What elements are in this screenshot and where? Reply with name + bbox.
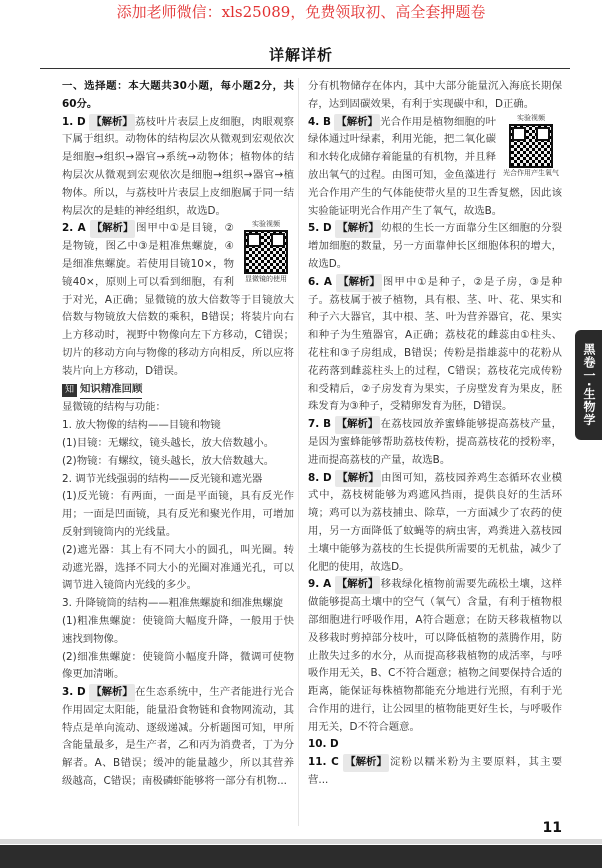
answer-11: 11. C 【解析】 淀粉以糯米粉为主要原料，其主要营... (308, 756, 563, 787)
knowledge-item: (2)细准焦螺旋：使镜筒小幅度升降，微调可使物像更加清晰。 (62, 650, 294, 681)
section-intro: 一、选择题：本大题共30小题，每小题2分，共60分。 (62, 80, 294, 110)
left-column (62, 78, 294, 791)
answer-3-continued: 分有机物储存在体内，其中大部分能量沉入海底长期保存，达到固碳效果，有利于实现碳中和，D正确。 (308, 80, 562, 110)
knowledge-item: (2)物镜：有螺纹，镜头越长，放大倍数越大。 (62, 454, 275, 467)
column-divider (298, 78, 299, 826)
knowledge-item: (1)粗准焦螺旋：使镜筒大幅度升降，一般用于快速找到物像。 (62, 614, 294, 645)
answer-9: 9. A 【解析】 移栽绿化植物前需要先疏松土壤，这样做能够提高土壤中的空气（氧气）含量，有利于植物根部细胞进行呼吸作用，A符合题意；在防天移栽植物以及移栽时剪掉部分枝叶，可以降低植物的蒸腾作用，防止散失过多的水分，从而提高移栽植物的成活率，与呼吸作用无关，B、C不符合题意；植物之间要保持合适的距离，能保证每株植物都能充分地进行光照，有利于光合作用的进行，让公园里的植物能更好生长，与呼吸作用无关，D不符合题意。 (308, 578, 562, 733)
page-number: 11 (542, 820, 562, 836)
right-column (308, 78, 562, 790)
knowledge-item: 3. 升降镜筒的结构——粗准焦螺旋和细准焦螺旋 (62, 597, 284, 610)
knowledge-list (62, 417, 294, 684)
answer-8: 8. D 【解析】 由图可知，荔枝园养鸡生态循环农业模式中，荔枝树能够为鸡遮风挡雨，提供良好的生活环境；鸡可以为荔枝捕虫、除草，一方面减少了农药的使用，另一方面降低了蚊蝇等的病虫害，鸡粪进入荔枝园土壤中能够为荔枝的生长提供所需要的无机盐，减少了化肥的使用，故选D。 (308, 471, 562, 573)
answer-10: 10. D (308, 738, 339, 751)
title-row (0, 44, 602, 65)
knowledge-item: (1)目镜：无螺纹，镜头越长，放大倍数越小。 (62, 436, 275, 449)
qr-code-video[interactable]: 实验视频 显微镜的使用 (245, 220, 287, 284)
title-rule (40, 68, 570, 69)
answer-3: 3. D 【解析】 在生态系统中，生产者能进行光合作用固定太阳能，能量沿食物链和食物网流动，其特点是单向流动、逐级递减。分析题图可知，甲所含能量最多，是生产者，乙和丙为消费者，丁为分解者。A、B错误；缓冲的能量越少，所以其营养级越高，C错误；南极磷虾能够将一部分有机物... (62, 686, 294, 788)
qr-code-icon (244, 230, 288, 274)
qr-code-video[interactable]: 实验视频 光合作用产生氧气 (503, 113, 559, 177)
answer-2: 实验视频 显微镜的使用 2. A 【解析】 图甲中①是目镜，②是物镜，图乙中③是粗准焦螺旋，④是细准焦螺旋。若使用目镜10×，物镜40×，原则上可以看到细胞，有利于对光，A正确；显微镜的放大倍数等于目镜放大倍数与物镜放大倍数的乘积，B错误；将装片向右上方移动时，视野中物像向左下方移动，C错误；切片的移动方向与物像的移动方向相反，所以应将装片向上方移动，D错误。 (62, 220, 294, 377)
page-title: 详解详析 (268, 46, 333, 64)
answer-1: 1. D 【解析】 荔枝叶片表层上皮细胞，肉眼观察下属于组织。动物体的结构层次从微观到宏观依次是细胞→组织→器官→系统→动物体；植物体的结构层次从微观到宏观依次是细胞→组织→器官→植物体。所以，与荔枝叶片表层上皮细胞属于同一结构层次的是蛙的神经组织，故选D。 (62, 115, 294, 217)
knowledge-item: (2)遮光器：其上有不同大小的圆孔，叫光圈。转动遮光器，选择不同大小的光圈对准通光孔，可以调节进入镜筒内光线的多少。 (62, 543, 294, 592)
footer-accent (0, 839, 602, 844)
answer-4: 实验视频 光合作用产生氧气 4. B 【解析】 光合作用是植物细胞的叶绿体通过叶绿素，利用光能，把二氧化碳和水转化成储存着能量的有机物，并且释放出氧气的过程。由图可知，金鱼藻进行光合作用产生的气体能使带火星的卫生香复燃，因此该实验能证明光合作用产生了氧气，故选B。 (308, 113, 562, 217)
footer-bar (0, 845, 602, 868)
knowledge-item: (1)反光镜：有两面，一面是平面镜，具有反光作用；一面是凹面镜，具有反光和聚光作用，可增加反射到镜筒内的光线量。 (62, 490, 294, 538)
knowledge-item: 1. 放大物像的结构——目镜和物镜 (62, 419, 221, 432)
answer-7: 7. B 【解析】 在荔枝园放养蜜蜂能够提高荔枝产量，是因为蜜蜂能够帮助荔枝传粉，提高荔枝花的授粉率，进而提高荔枝的产量，故选B。 (308, 418, 563, 466)
knowledge-intro: 显微镜的结构与功能： (62, 401, 166, 414)
qr-code-icon (509, 124, 553, 168)
knowledge-header: 知 知识精准回顾 (62, 381, 294, 400)
answer-5: 5. D 【解析】 幼根的生长一方面靠分生区细胞的分裂增加细胞的数量，另一方面靠伸长区细胞体积的增大，故选D。 (308, 222, 562, 270)
side-tab: 黑卷一·生物学 (575, 330, 602, 440)
knowledge-item: 2. 调节光线强弱的结构——反光镜和遮光器 (62, 472, 263, 485)
promo-banner: 添加老师微信：xls25089，免费领取初、高全套押题卷 (116, 3, 486, 21)
knowledge-badge-icon: 知 (62, 384, 77, 397)
answer-6: 6. A 【解析】 图甲中①是种子，②是子房，③是种子。荔枝属于被子植物，具有根、茎、叶、花、果实和种子六大器官，其中根、茎、叶为营养器官，花、果实和种子为生殖器官，A正确；荔枝花的雌蕊由①柱头、花柱和③子房组成，B错误；传粉是指雄蕊中的花粉从花药落到雌蕊柱头上的过程，C错误；荔枝花完成传粉和受精后，②子房发育为果实，子房壁发育为果皮，胚珠发育为③种子，受精卵发育为胚，D错误。 (308, 275, 562, 413)
